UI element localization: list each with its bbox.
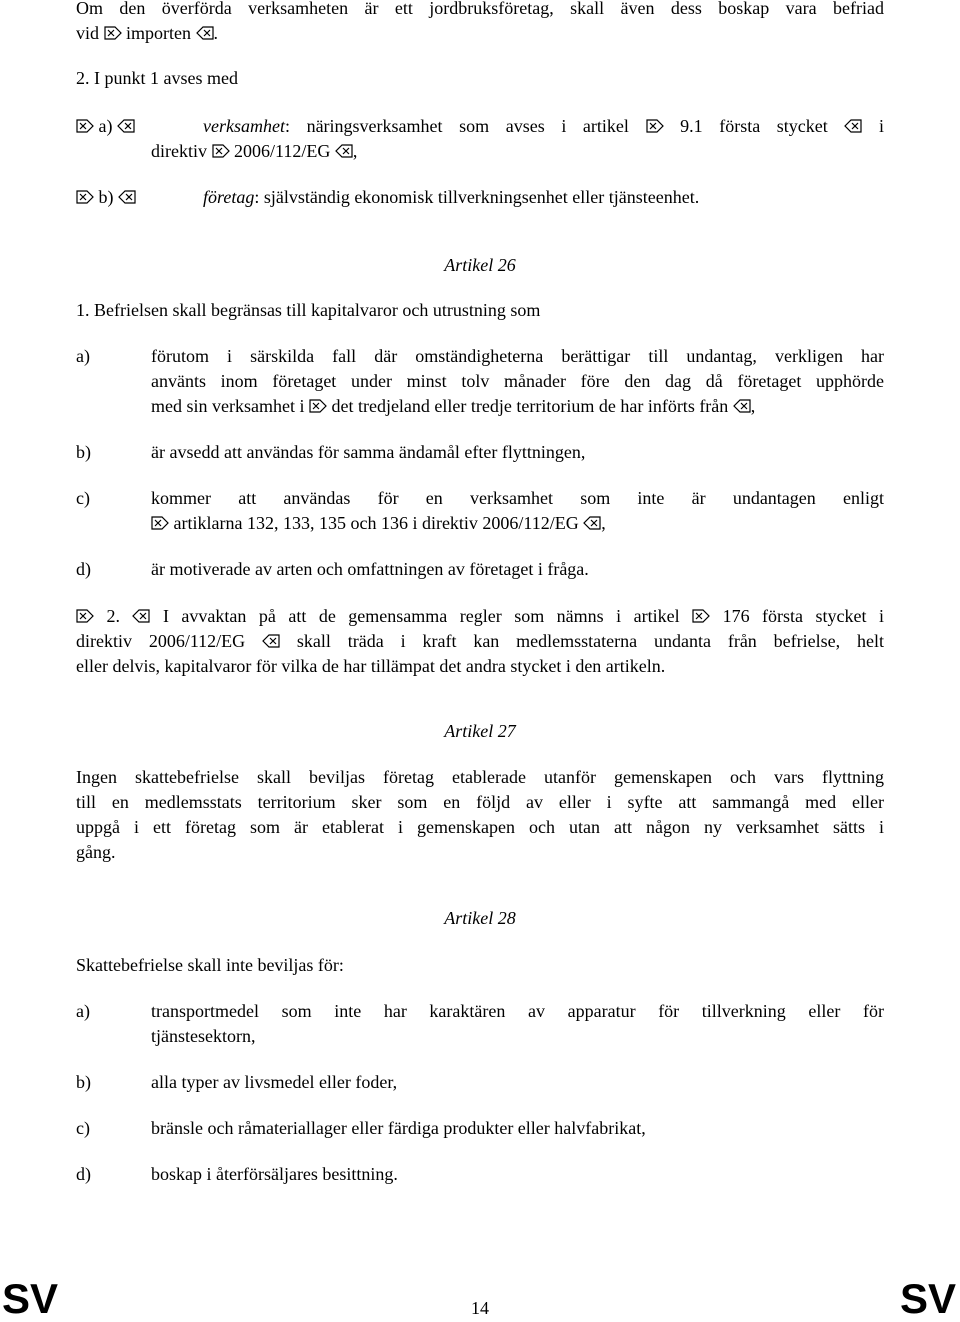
insert-start-marker-icon — [692, 609, 710, 623]
article-26-heading: Artikel 26 — [444, 255, 516, 275]
art28-item-b-text: alla typer av livsmedel eller foder, — [151, 1072, 398, 1092]
article-26-paragraph-1: 1. Befrielsen skall begränsas till kapitalvaror och utrustning som — [76, 300, 541, 320]
art26-item-d-label: d) — [76, 559, 91, 579]
insert-start-marker-icon — [212, 144, 230, 158]
art26-item-a-label: a) — [76, 346, 90, 366]
insert-start-marker-icon — [151, 516, 169, 530]
insert-end-marker-icon — [583, 516, 601, 530]
art26-item-a-line-1: förutom i särskilda fall där omständigheterna berättigar till undantag, verkligen har — [151, 346, 884, 366]
intro-line-1: Om den överförda verksamheten är ett jordbruksföretag, skall även dess boskap vara befriad — [76, 0, 884, 18]
art26-item-a-line-2: använts inom företaget under minst tolv månader före den dag då företaget upphörde — [151, 371, 884, 391]
art28-item-b-label: b) — [76, 1072, 91, 1092]
insert-end-marker-icon — [132, 609, 150, 623]
insert-end-marker-icon — [335, 144, 353, 158]
page-number: 14 — [471, 1298, 489, 1318]
definition-b-text: företag: självständig ekonomisk tillverkningsenhet eller tjänsteenhet. — [203, 187, 700, 207]
art26-item-b-label: b) — [76, 442, 91, 462]
footer-language-code-right: SV — [899, 1275, 956, 1322]
article-27-line-4: gång. — [76, 842, 116, 862]
article-27-line-1: Ingen skattebefrielse skall beviljas företag etablerade utanför gemenskapen och vars flyttning — [76, 767, 884, 787]
article-27-line-2: till en medlemsstats territorium sker som en följd av eller i syfte att sammangå med eller — [76, 792, 884, 812]
art26-item-c-line-1: kommer att användas för en verksamhet som inte är undantagen enligt — [151, 488, 884, 508]
art28-item-d-label: d) — [76, 1164, 91, 1184]
art28-item-a-line-1: transportmedel som inte har karaktären av apparatur för tillverkning eller för — [151, 1001, 884, 1021]
art28-item-c-text: bränsle och råmateriallager eller färdiga produkter eller halvfabrikat, — [151, 1118, 646, 1138]
definition-a-text: verksamhet: näringsverksamhet som avses i artikel 9.1 första stycket i — [203, 116, 884, 136]
insert-end-marker-icon — [118, 190, 136, 204]
point-2-text: 2. I punkt 1 avses med — [76, 68, 238, 88]
art28-item-d-text: boskap i återförsäljares besittning. — [151, 1164, 398, 1184]
art26-item-c-line-2: artiklarna 132, 133, 135 och 136 i direktiv 2006/112/EG , — [151, 511, 884, 536]
article-28-intro: Skattebefrielse skall inte beviljas för: — [76, 955, 344, 975]
insert-start-marker-icon — [309, 399, 327, 413]
footer-language-code-left: SV — [2, 1275, 59, 1322]
insert-start-marker-icon — [76, 609, 94, 623]
art28-item-a-label: a) — [76, 1001, 90, 1021]
definition-a-line-1: a) — [76, 114, 884, 139]
insert-end-marker-icon — [117, 119, 135, 133]
article-27-line-3: uppgå i ett företag som är etablerat i gemenskapen och utan att någon ny verksamhet sätts i — [76, 817, 884, 837]
art28-item-c-label: c) — [76, 1118, 90, 1138]
insert-start-marker-icon — [76, 119, 94, 133]
article-26-paragraph-2-line-3: eller delvis, kapitalvaror för vilka de har tillämpat det andra stycket i den artikeln. — [76, 656, 666, 676]
art26-item-a-line-3: med sin verksamhet i det tredjeland eller tredje territorium de har införts från , — [151, 396, 756, 416]
insert-end-marker-icon — [844, 119, 862, 133]
insert-start-marker-icon — [76, 190, 94, 204]
definition-b-label: b) — [76, 185, 884, 210]
insert-start-marker-icon — [646, 119, 664, 133]
insert-end-marker-icon — [196, 26, 214, 40]
article-27-heading: Artikel 27 — [444, 721, 516, 741]
insert-end-marker-icon — [262, 634, 280, 648]
art26-item-d-text: är motiverade av arten och omfattningen av företaget i fråga. — [151, 559, 589, 579]
article-26-paragraph-2-line-1: 2. I avvaktan på att de gemensamma regler som nämns i artikel 176 första stycket i — [76, 604, 884, 629]
intro-line-2: vid importen . — [76, 23, 219, 43]
article-26-paragraph-2-line-2: direktiv 2006/112/EG skall träda i kraft kan medlemsstaterna undanta från befrielse, helt — [76, 631, 884, 651]
insert-start-marker-icon — [104, 26, 122, 40]
definition-a-line-2: direktiv 2006/112/EG , — [151, 141, 358, 161]
article-28-heading: Artikel 28 — [444, 908, 516, 928]
art26-item-b-text: är avsedd att användas för samma ändamål efter flyttningen, — [151, 442, 586, 462]
art26-item-c-label: c) — [76, 488, 90, 508]
insert-end-marker-icon — [733, 399, 751, 413]
art28-item-a-line-2: tjänstesektorn, — [151, 1026, 256, 1046]
